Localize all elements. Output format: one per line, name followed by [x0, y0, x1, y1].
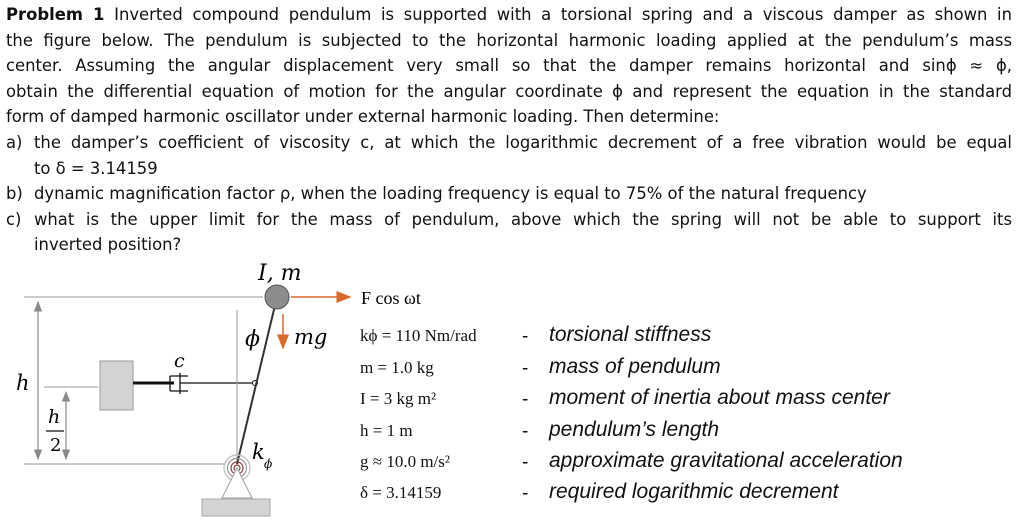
question-c-last: inverted position?: [34, 235, 182, 255]
question-c-line: what is the upper limit for the mass of pendulum, above which the spring will not be able to support its: [34, 209, 1012, 229]
inertia-mass-label: I, m: [258, 261, 302, 286]
parameter-row: [0, 355, 1016, 388]
weight-label: mg: [294, 325, 328, 349]
problem-line-5: form of damped harmonic oscillator under external harmonic loading. Then determine:: [6, 107, 720, 127]
question-c: [6, 207, 1012, 258]
parameter-equation: kϕ = 110 Nm/rad: [360, 326, 477, 345]
question-b: [6, 181, 1012, 207]
parameter-description: approximate gravitational acceleration: [549, 449, 903, 472]
parameter-row: [0, 418, 1016, 451]
question-a: [6, 130, 1012, 181]
parameter-row: [0, 480, 1016, 513]
question-c-mark: c): [6, 209, 22, 229]
parameter-description: required logarithmic decrement: [549, 480, 839, 503]
spring-label: k: [252, 440, 265, 464]
parameter-row: [0, 449, 1016, 482]
parameter-dash: -: [522, 483, 529, 504]
question-a-last: to δ = 3.14159: [34, 158, 158, 178]
problem-line-4: obtain the differential equation of motion for the angular coordinate ϕ and represent the equation in the standard: [6, 81, 1012, 101]
parameter-equation: δ = 3.14159: [360, 483, 442, 502]
parameter-equation: m = 1.0 kg: [360, 358, 434, 377]
parameter-description: moment of inertia about mass center: [549, 386, 890, 409]
height-label: h: [16, 371, 30, 395]
parameter-dash: -: [522, 452, 529, 473]
question-a-line: the damper’s coefficient of viscosity c, at which the logarithmic decrement of a free vibration would be equal: [34, 132, 1012, 152]
problem-line-3: center. Assuming the angular displacement very small so that the damper remains horizontal and sinϕ ≈ ϕ,: [6, 56, 1012, 76]
pendulum-figure: [0, 252, 1016, 522]
problem-line-1: Problem 1 Inverted compound pendulum is supported with a torsional spring and a viscous damper as shown in: [6, 5, 1012, 24]
pendulum-mass: [265, 285, 289, 309]
parameter-dash: -: [522, 358, 529, 379]
parameter-dash: -: [522, 389, 529, 410]
question-b-mark: b): [6, 184, 23, 204]
parameter-dash: -: [522, 326, 529, 347]
half-height-numerator: h: [48, 406, 61, 428]
problem-label: Problem 1: [6, 5, 105, 24]
parameter-row: [0, 386, 1016, 419]
angle-label: ϕ: [245, 327, 260, 352]
question-a-mark: a): [6, 132, 23, 152]
parameter-description: mass of pendulum: [549, 355, 721, 378]
spring-subscript: ϕ: [264, 457, 273, 471]
half-height-denominator: 2: [50, 435, 62, 456]
parameter-dash: -: [522, 421, 529, 442]
question-b-last: dynamic magnification factor ρ, when the loading frequency is equal to 75% of the natural frequency: [34, 184, 867, 204]
parameter-equation: g ≈ 10.0 m/s²: [360, 452, 450, 471]
parameter-row: [0, 323, 1016, 356]
damper-label: c: [174, 350, 185, 372]
parameter-equation: h = 1 m: [360, 421, 413, 440]
parameter-equation: I = 3 kg m²: [360, 389, 437, 408]
force-label: F cos ωt: [361, 288, 421, 308]
parameter-description: pendulum’s length: [549, 418, 720, 441]
problem-statement: [6, 2, 1012, 258]
problem-line-2: the figure below. The pendulum is subjected to the horizontal harmonic loading applied at the pendulum’s mass: [6, 30, 1012, 50]
parameter-description: torsional stiffness: [549, 323, 712, 346]
